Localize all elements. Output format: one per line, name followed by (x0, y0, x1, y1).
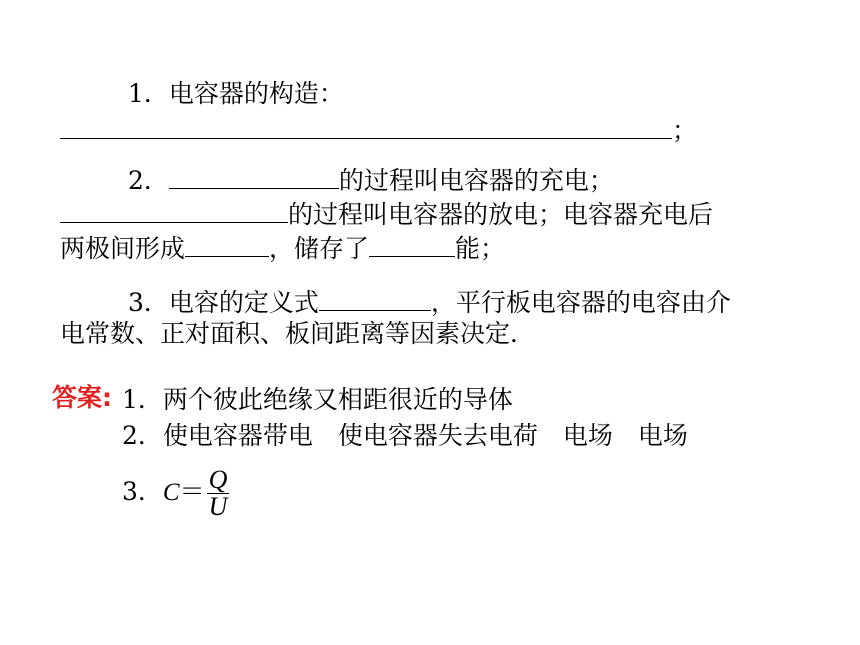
answer-blank (185, 230, 269, 257)
question-1-end: ； (672, 116, 698, 145)
answer-blank (319, 284, 431, 311)
answer-blank (60, 112, 672, 139)
fraction-denominator: U (208, 492, 228, 521)
answer-blank (169, 162, 339, 189)
question-2-text-c1: 两极间形成 (60, 234, 186, 263)
question-2-text-c2: ，储存了 (269, 234, 370, 263)
question-3-line-2 (60, 318, 535, 350)
question-2-text-c3: 能； (455, 234, 506, 263)
question-2-line-3 (60, 230, 505, 265)
question-1-text: 1．电容器的构造： (128, 79, 344, 108)
answer-1-text: 1．两个彼此绝缘又相距很近的导体 (122, 385, 513, 414)
answer-blank (369, 230, 455, 257)
question-3-text-a: ，平行板电容器的电容由介 (430, 288, 731, 317)
question-2-prefix: 2． (128, 166, 169, 195)
question-1-line (128, 78, 344, 110)
answer-3 (122, 462, 229, 523)
question-3-text-b: 电常数、正对面积、板间距离等因素决定． (60, 319, 536, 348)
answer-2-text: 2．使电容器带电 使电容器失去电荷 电场 电场 (122, 421, 688, 450)
answer-label: 答案: (52, 383, 112, 412)
question-3-line-1 (128, 284, 731, 319)
answer-3-prefix: 3． (122, 477, 163, 506)
question-2-text-a: 的过程叫电容器的充电； (338, 166, 614, 195)
answer-1 (122, 384, 513, 416)
formula-equals: ＝ (179, 477, 205, 506)
answer-blank (60, 196, 288, 223)
fraction-numerator: Q (208, 465, 228, 494)
answer-2 (122, 420, 688, 452)
question-3-prefix: 3．电容的定义式 (128, 288, 319, 317)
question-1-blank-line (60, 112, 697, 147)
formula-fraction (207, 467, 230, 520)
question-2-text-b: 的过程叫电容器的放电；电容器充电后 (288, 200, 714, 229)
formula-variable: C (162, 479, 180, 506)
question-2-line-2 (60, 196, 713, 231)
question-2-line-1 (128, 162, 614, 197)
